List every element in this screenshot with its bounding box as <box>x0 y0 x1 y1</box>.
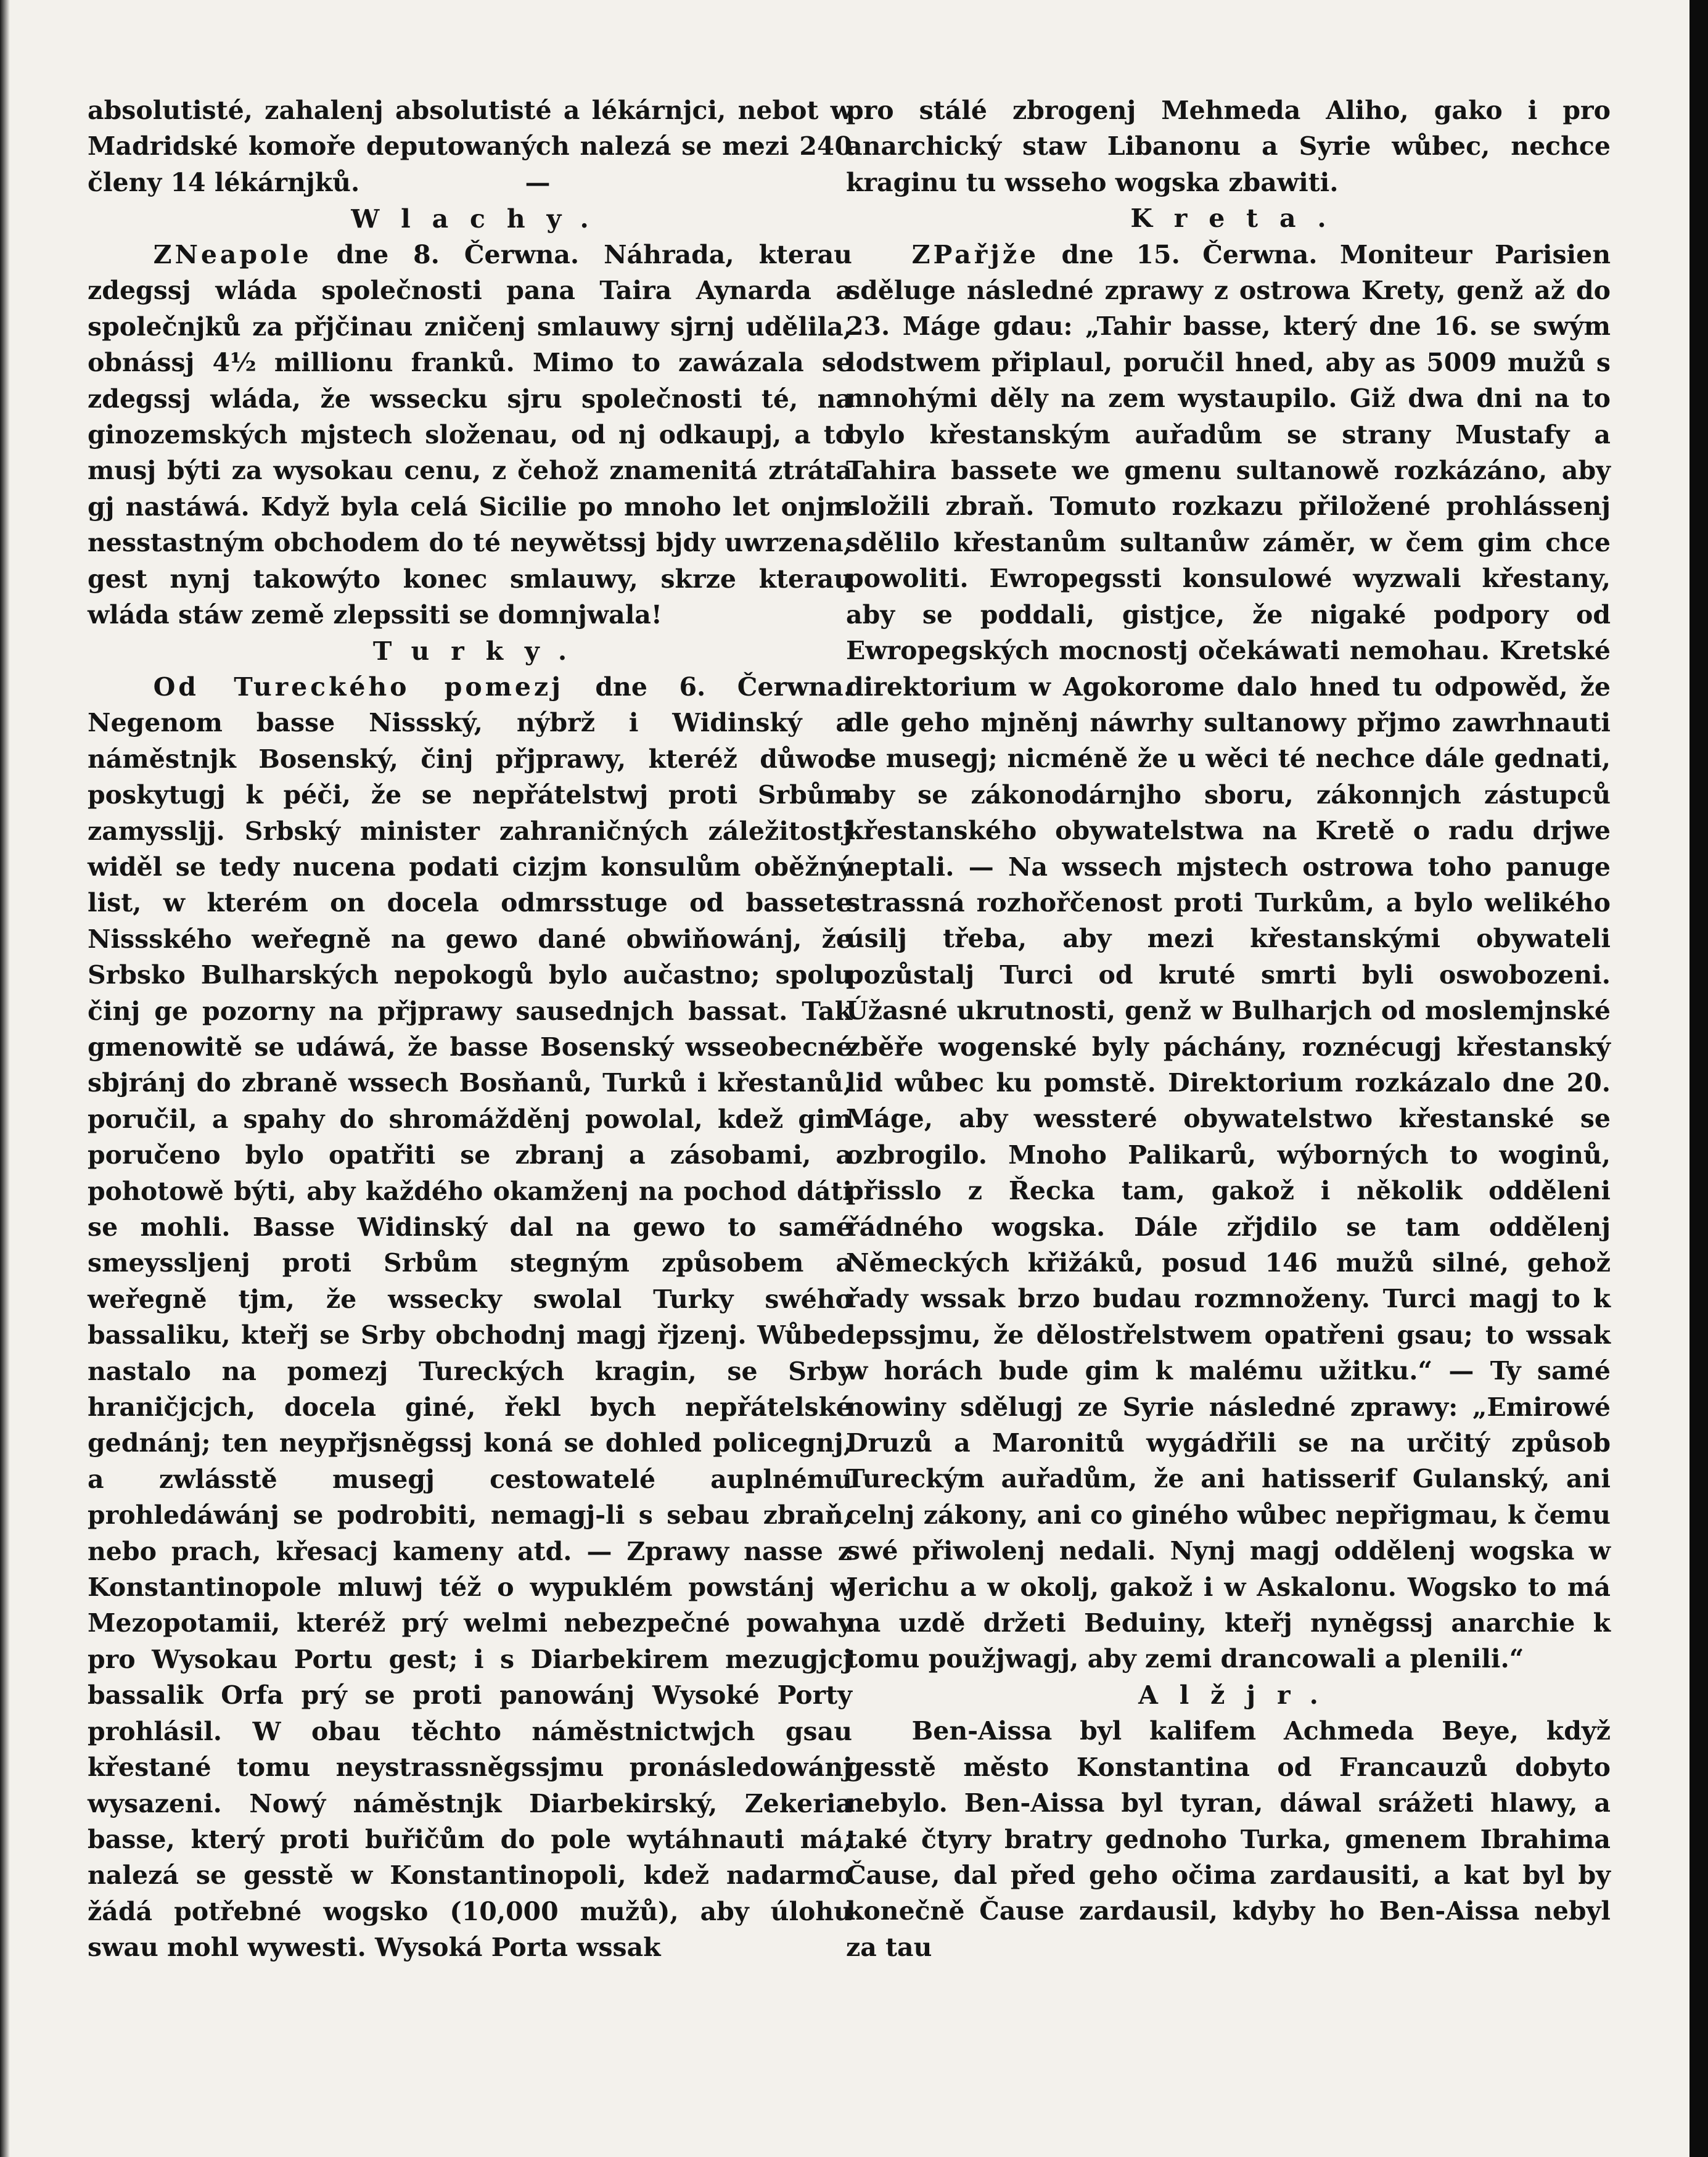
section-heading-alzir: Alžjr. <box>1138 1680 1340 1710</box>
section-heading-vlachy: Wlachy. <box>351 203 610 234</box>
separator-dash: — <box>525 168 551 198</box>
section-heading-kreta: Kreta. <box>1130 203 1348 234</box>
page-gutter-shadow <box>0 0 10 2157</box>
scan-border <box>1690 0 1708 2157</box>
article-neapole: ZNeapole dne 8. Čerwna. Náhrada, kterau zdegssj wláda společnosti pana Taira Aynarda a společnjků za přjčinau zničenj smlauwy sjrnj udělila, obnássj 4½ millionu franků. Mimo to zawázala se zdegssj wláda, že wssecku sjru společnosti té, na ginozemských mjstech složenau, od nj odkaupj, a to musj býti za wysokau cenu, z čehož znamenitá ztráta gj nastáwá. Když byla celá Sicilie po mnoho let onjm nesstastným obchodem do té neywětssj bjdy uwrzena, gest nynj takowýto konec smlauwy, skrze kterau wláda stáw země zlepssiti se domnjwala! <box>88 240 852 630</box>
right-column <box>846 92 1611 1965</box>
section-heading-turky: Turky. <box>372 636 588 666</box>
article-continuation: absolutisté, zahalenj absolutisté a lékárnjci, nebot w Madridské komoře deputowaných nalezá se mezi 240 členy 14 lékárnjků. <box>88 96 852 197</box>
dateline-place: ZPařjže <box>911 239 1040 269</box>
dateline-place: Od Tureckého pomezj <box>153 672 564 702</box>
left-column <box>88 92 852 1966</box>
article-alzir: Ben-Aissa byl kalifem Achmeda Beye, když gesstě město Konstantina od Francauzů dobyto nebylo. Ben-Aissa byl tyran, dáwal srážeti hlawy, a také čtyry bratry gednoho Turka, gmenem Ibrahima Čause, dal před geho očima zardausiti, a kat byl by konečně Čause zardausil, kdyby ho Ben-Aissa nebyl za tau <box>846 1716 1611 1962</box>
dateline-place: ZNeapole <box>153 240 312 270</box>
article-turecko: Od Tureckého pomezj dne 6. Čerwna. Negenom basse Nissský, nýbrž i Widinský a náměstnjk Bosenský, činj přjprawy, kteréž důwod poskytugj k péči, že se nepřátelstwj proti Srbům zamyssljj. Srbský minister zahraničných záležitostj widěl se tedy nucena podati cizjm konsulům oběžný list, w kterém on docela odmrsstuge od bassete Nissského weřegně na gewo dané obwiňowánj, že Srbsko Bulharských nepokogů bylo aučastno; spolu činj ge pozorny na přjprawy sausednjch bassat. Tak gmenowitě se udáwá, že basse Bosenský wsseobecné sbjránj do zbraně wssech Bosňanů, Turků i křestanů, poručil, a spahy do shromážděnj powolal, kdež gim poručeno bylo opatřiti se zbranj a zásobami, a pohotowě býti, aby každého okamženj na pochod dáti se mohli. Basse Widinský dal na gewo to samé smeyssljenj proti Srbům stegným způsobem a weřegně tjm, že wssecky swolal Turky swého bassaliku, kteřj se Srby obchodnj magj řjzenj. Wůbec nastalo na pomezj Tureckých kragin, se Srby hraničjcjch, docela giné, řekl bych nepřátelské gednánj; ten neypřjsněgssj koná se dohled policegnj, a zwlásstě musegj cestowatelé auplnému prohledáwánj se podrobiti, nemagj-li s sebau zbraň, nebo prach, křesacj kameny atd. — Zprawy nasse z Konstantinopole mluwj též o wypuklém powstánj w Mezopotamii, kteréž prý welmi nebezpečné powahy pro Wysokau Portu gest; i s Diarbekirem mezugjcj bassalik Orfa prý se proti panowánj Wysoké Porty prohlásil. W obau těchto náměstnictwjch gsau křestané tomu neystrassněgssjmu pronásledowánj wysazeni. Nowý náměstnjk Diarbekirský, Zekeria basse, který proti buřičům do pole wytáhnauti má, nalezá se gesstě w Konstantinopoli, kdež nadarmo žádá potřebné wogsko (10,000 mužů), aby úlohu swau mohl wywesti. Wysoká Porta wssak <box>88 672 852 1963</box>
article-kreta: ZPařjže dne 15. Čerwna. Moniteur Parisien sděluge následné zprawy z ostrowa Krety, genž až do 23. Máge gdau: „Tahir basse, který dne 16. se swým lodstwem připlaul, poručil hned, aby as 5009 mužů s mnohými děly na zem wystaupilo. Giž dwa dni na to bylo křestanským auřadům se strany Mustafy a Tahira bassete we gmenu sultanowě rozkázáno, aby složili zbraň. Tomuto rozkazu přiložené prohlássenj sdělilo křestanům sultanůw záměr, w čem gim chce powoliti. Ewropegssti konsulowé wyzwali křestany, aby se poddali, gistjce, že nigaké podpory od Ewropegských mocnostj očekáwati nemohau. Kretské direktorium w Agokorome dalo hned tu odpowěd, že dle geho mjněnj náwrhy sultanowy přjmo zawrhnauti se musegj; nicméně že u wěci té nechce dále gednati, aby se zákonodárnjho sboru, zákonnjch zástupců křestanského obywatelstwa na Kretě o radu drjwe neptali. — Na wssech mjstech ostrowa toho panuge strassná rozhořčenost proti Turkům, a bylo welikého úsilj třeba, aby mezi křestanskými obywateli pozůstalj Turci od kruté smrti byli oswobozeni. Úžasné ukrutnosti, genž w Bulharjch od moslemjnské zběře wogenské byly páchány, roznécugj křestanský lid wůbec ku pomstě. Direktorium rozkázalo dne 20. Máge, aby wessteré obywatelstwo křestanské se ozbrogilo. Mnoho Palikarů, wýborných to woginů, přisslo z Řecka tam, gakož i několik odděleni řádného wogska. Dále zřjdilo se tam oddělenj Německých křižáků, posud 146 mužů silné, gehož řady wssak brzo budau rozmnoženy. Turci magj to k lepssjmu, že dělostřelstwem opatřeni gsau; to wssak w horách bude gim k malému užitku.“ — Ty samé nowiny sdělugj ze Syrie následné zprawy: „Emirowé Druzů a Maronitů wygádřili se na určitý způsob Tureckým auřadům, že ani hatisserif Gulanský, ani celnj zákony, ani co giného wůbec nepřigmau, k čemu swé přiwolenj nedali. Nynj magj oddělenj wogska w Jerichu a w okolj, gakož i w Askalonu. Wogsko to má na uzdě držeti Beduiny, kteřj nyněgssj anarchie k tomu použjwagj, aby zemi drancowali a plenili.“ <box>846 239 1611 1674</box>
article-continuation: pro stálé zbrogenj Mehmeda Aliho, gako i pro anarchický staw Libanonu a Syrie wůbec, nechce kraginu tu wsseho wogska zbawiti. <box>846 96 1611 197</box>
